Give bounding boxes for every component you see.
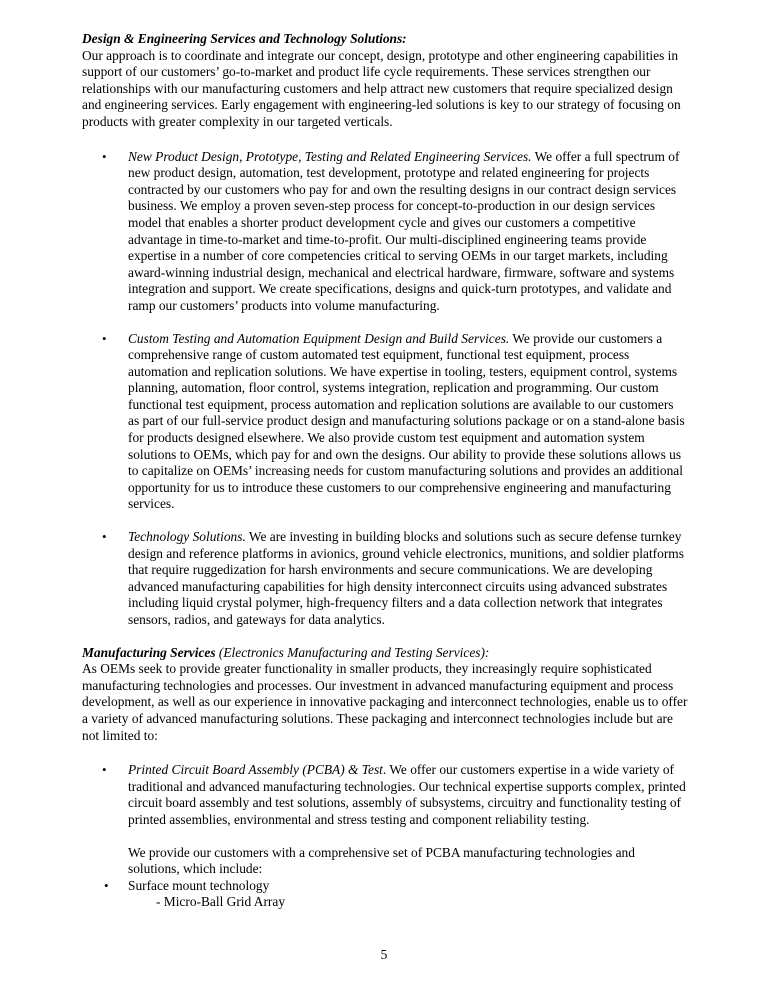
section-heading-design: Design & Engineering Services and Technology Solutions: — [82, 31, 407, 46]
list-item: • Custom Testing and Automation Equipment Design and Build Services. We provide our customers a comprehensive range of custom automated test equipment, functional test equipment, process automation and replication solutions. We have expertise in tooling, testers, equipment control, systems planning, automation, floor control, systems integration, replication and programming. Our custom functional test equipment, process automation and replication solutions are available to our customers as part of our full-service product design and manufacturing solutions package or on a stand-alone basis for products designed elsewhere. We also provide custom test equipment and automation system solutions to OEMs, which pay for and own the designs. Our ability to provide these solutions allows us to capitalize on OEMs’ increasing needs for custom manufacturing solutions and provides an additional opportunity for us to introduce these customers to our comprehensive engineering and manufacturing services. — [102, 330, 685, 512]
pcba-technologies-intro: We provide our customers with a comprehensive set of PCBA manufacturing technologies and solutions, which include: — [128, 844, 635, 877]
bullet-icon: • — [102, 330, 107, 346]
bullet-icon: • — [102, 148, 107, 164]
list-item: • New Product Design, Prototype, Testing and Related Engineering Services. We offer a full spectrum of new product design, automation, test development, prototype and related engineering for projects contracted by our customers who pay for and own the resulting designs in our contract design services business. We employ a proven seven-step process for concept-to-production in our design services model that enables a shorter product development cycle and gives our customers a competitive advantage in time-to-market and time-to-profit. Our multi-disciplined engineering teams provide expertise in a number of core competencies critical to serving OEMs in our target markets, including award-winning industrial design, mechanical and electrical hardware, firmware, software and systems integration and support. We create specifications, designs and quick-turn prototypes, and validate and ramp our customers’ products into volume manufacturing. — [102, 148, 680, 313]
document-page — [82, 31, 688, 911]
manufacturing-services-list — [82, 762, 688, 878]
section-heading-manufacturing: Manufacturing Services (Electronics Manufacturing and Testing Services): — [82, 644, 490, 660]
list-item: • Printed Circuit Board Assembly (PCBA) & Test. We offer our customers expertise in a wide variety of traditional and advanced manufacturing technologies. Our technical expertise supports complex, printed circuit board assembly and test solutions, assembly of subsystems, circuitry and functionality testing of printed assemblies, environmental and stress testing and component reliability testing. We provide our customers with a comprehensive set of PCBA manufacturing technologies and solutions, which include: — [82, 762, 688, 878]
bullet-icon: • — [102, 762, 107, 778]
list-item: • Surface mount technology — [104, 877, 270, 893]
page-number: 5 — [380, 947, 388, 962]
pcba-technologies-list — [82, 878, 688, 895]
bullet-icon: • — [104, 877, 109, 893]
list-item: • Technology Solutions. We are investing in building blocks and solutions such as secure defense turnkey design and reference platforms in avionics, ground vehicle electronics, munitions, and soldier platforms that require ruggedization for harsh environments and secure communications. We are developing advanced manufacturing capabilities for high density interconnect circuits using advanced substrates including liquid crystal polymer, high-frequency filters and a data collection network that integrates sensors, radios, and gateways for data analytics. — [102, 529, 684, 627]
bullet-icon: • — [102, 529, 107, 545]
section-intro-manufacturing: As OEMs seek to provide greater functionality in smaller products, they increasingly require sophisticated manufacturing technologies and processes. Our investment in advanced manufacturing equipment and process development, as well as our experience in innovative packaging and interconnect technologies, enable us to offer a variety of advanced manufacturing solutions. These packaging and interconnect technologies include but are not limited to: — [82, 661, 688, 743]
section-intro-design: Our approach is to coordinate and integrate our concept, design, prototype and other engineering capabilities in support of our customers’ go-to-market and product life cycle requirements. These services strengthen our relationships with our manufacturing customers and help attract new customers that require specialized design and engineering services. Early engagement with engineering-led solutions is key to our strategy of focusing on products with greater complexity in our targeted verticals. — [82, 47, 681, 129]
design-services-list — [82, 149, 688, 629]
sub-list-item: - Micro-Ball Grid Array — [156, 894, 286, 910]
